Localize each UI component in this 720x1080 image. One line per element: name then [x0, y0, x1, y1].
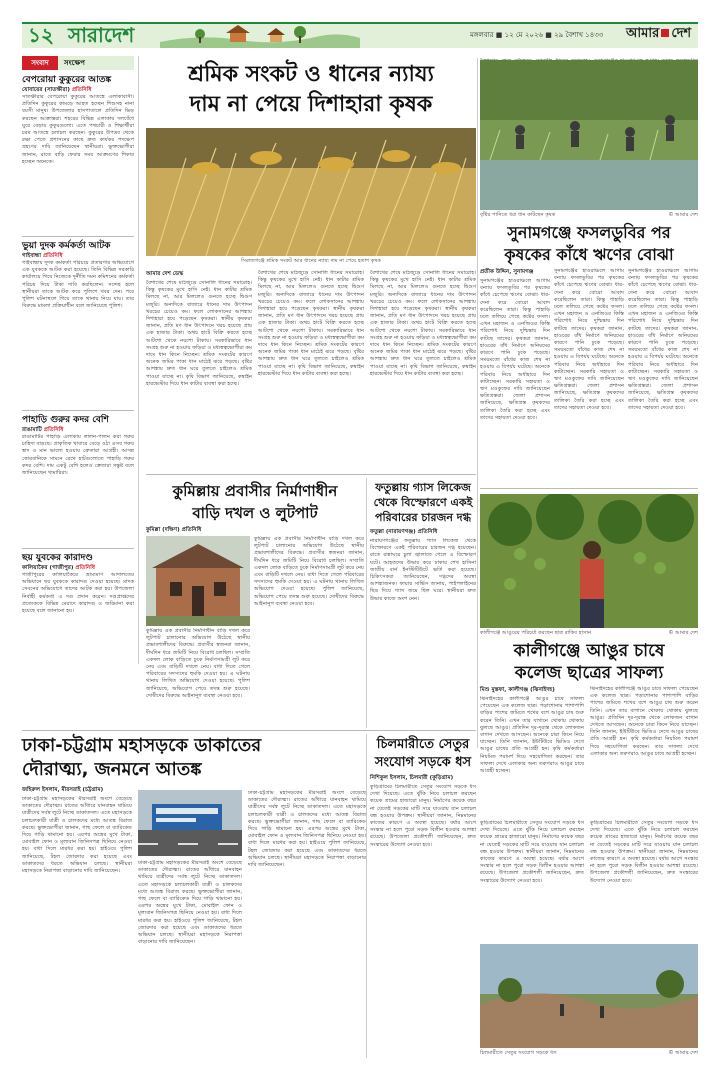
sidebar-header-left: সংবাদ — [22, 56, 58, 70]
sunamganj-photo — [480, 60, 698, 210]
kaliganj-headline — [480, 640, 698, 684]
lead-col-3: বৈশাখের শেষে মাঠজুড়ে সোনালি ধানের সমারোহ। কিন্তু কৃষকের মুখে হাসি নেই। ধান কাটার শ্রমিক মিলছে না, আর মিললেও গুনতে হচ্ছে দ্বিগুণ মজুরি। অন্যদিকে বাজারে ধানের দাম উৎপাদন খরচের চেয়েও কম। ফলে লোকসানের আশঙ্কায় দিশাহারা হয়ে পড়েছেন কৃষকরা। স্থানীয় কৃষকরা জানান, প্রতি মণ ধান উৎপাদনে খরচ হয়েছে প্রায় এক হাজার টাকা। অথচ হাটে বিক্রি করতে হচ্ছে আটশো থেকে নয়শো টাকায়। সরকারিভাবে ধান সংগ্রহ শুরু না হওয়ায় ফড়িয়া ও মধ্যস্বত্বভোগীরা কম দামে ধান কিনে নিচ্ছেন। শ্রমিক সংকটের কারণে অনেক জমির পাকা ধান মাঠেই ঝরে পড়ছে। বৃষ্টির আশঙ্কায় দ্রুত ধান ঘরে তুলতে চাইলেও শ্রমিক পাওয়া যাচ্ছে না। কৃষি বিভাগ জানিয়েছে, কম্বাইন হারভেস্টার দিয়ে ধান কাটার ব্যবস্থা করা হচ্ছে। — [370, 270, 476, 377]
brief-title: ভুয়া দুদক কর্মকর্তা আটক — [22, 241, 111, 251]
comilla-photo — [146, 536, 250, 626]
faridpur-headline — [370, 480, 476, 525]
sunamganj-caption-text: বৃষ্টির পানিতে ধরা ধান কাটছেন কৃষক — [480, 212, 556, 218]
chilmari-caption-text: চিলমারীতে সেতুর সংযোগ সড়কে ধস — [480, 1050, 557, 1056]
sidebar-header-right: সংক্ষেপ — [64, 59, 85, 67]
chilmari-caption — [480, 1050, 698, 1057]
sidebar-rule — [138, 56, 139, 664]
sunamganj-headline — [480, 222, 698, 266]
brief-item — [22, 74, 134, 234]
sunamganj-byline: প্রতীক উদ্দিন, সুনামগঞ্জ — [480, 269, 534, 275]
chilmari-photo-credit: © আমার দেশ — [668, 1050, 698, 1056]
kaliganj-headline-line1: কালীগঞ্জে আঙুর চাষে — [513, 641, 665, 661]
dhaka-col-2: ঢাকা-চট্টগ্রাম মহাসড়কের মীরসরাই অংশে বেড়েছে ডাকাতের দৌরাত্ম্য। রাতের আঁধারে যানবাহন থামিয়ে যাত্রীদের সর্বস্ব লুটে নিচ্ছে ডাকাতদল। এতে মহাসড়কে চলাচলকারী যাত্রী ও চালকদের মধ্যে আতঙ্ক বিরাজ করছে। ভুক্তভোগীরা জানান, গাছ ফেলে বা ব্যারিকেড দিয়ে গাড়ি থামানো হয়। এরপর অস্ত্রের মুখে টাকা, মোবাইল ফোন ও মূল্যবান জিনিসপত্র ছিনিয়ে নেওয়া হয়। বাধা দিলে মারধর করা হয়। হাইওয়ে পুলিশ জানিয়েছে, টহল জোরদার করা হয়েছে এবং ডাকাতদের ধরতে অভিযান চলছে। স্থানীয়রা মহাসড়কে নিরাপত্তা বাড়ানোর দাবি জানিয়েছেন। — [138, 860, 242, 946]
brief-dateline-place: যোবায়ের (সাতক্ষীরা) — [22, 87, 70, 93]
paper-name-part2: দেশ — [671, 26, 692, 41]
dhaka-headline — [22, 734, 366, 782]
faridpur-col-1: নারায়ণগঞ্জের ফতুল্লায় গ্যাস লিকেজ থেকে বিস্ফোরণে একই পরিবারের চারজন দগ্ধ হয়েছেন। রাতে রান্নাঘরে চুলা জ্বালাতে গেলে এ বিস্ফোরণ ঘটে। আহতদের উদ্ধার করে ঢাকার শেখ হাসিনা জাতীয় বার্ন ইনস্টিটিউটে ভর্তি করা হয়েছে। চিকিৎসকরা জানিয়েছেন, দগ্ধদের অবস্থা আশঙ্কাজনক। ফায়ার সার্ভিস জানায়, পাইপলাইনের ছিদ্র দিয়ে গ্যাস জমে ছিল ঘরে। স্থানীয়রা দ্রুত উদ্ধার কাজে অংশ নেন। — [370, 538, 476, 602]
lead-col-2: বৈশাখের শেষে মাঠজুড়ে সোনালি ধানের সমারোহ। কিন্তু কৃষকের মুখে হাসি নেই। ধান কাটার শ্রমিক মিলছে না, আর মিললেও গুনতে হচ্ছে দ্বিগুণ মজুরি। অন্যদিকে বাজারে ধানের দাম উৎপাদন খরচের চেয়েও কম। ফলে লোকসানের আশঙ্কায় দিশাহারা হয়ে পড়েছেন কৃষকরা। স্থানীয় কৃষকরা জানান, প্রতি মণ ধান উৎপাদনে খরচ হয়েছে প্রায় এক হাজার টাকা। অথচ হাটে বিক্রি করতে হচ্ছে আটশো থেকে নয়শো টাকায়। সরকারিভাবে ধান সংগ্রহ শুরু না হওয়ায় ফড়িয়া ও মধ্যস্বত্বভোগীরা কম দামে ধান কিনে নিচ্ছেন। শ্রমিক সংকটের কারণে অনেক জমির পাকা ধান মাঠেই ঝরে পড়ছে। বৃষ্টির আশঙ্কায় দ্রুত ধান ঘরে তুলতে চাইলেও শ্রমিক পাওয়া যাচ্ছে না। কৃষি বিভাগ জানিয়েছে, কম্বাইন হারভেস্টার দিয়ে ধান কাটার ব্যবস্থা করা হচ্ছে। — [258, 270, 364, 377]
sunamganj-col-2: সুনামগঞ্জের হাওরাঞ্চলে আগাম বন্যায় ফসলডুবির পর কৃষকের কাঁধে চেপেছে ঋণের বোঝা। ধার-দেনা করে বোরো আবাদ করেছিলেন তারা। কিন্তু পাহাড়ি ঢলে তলিয়ে গেছে কষ্টের ফসল। এখন মহাজন ও এনজিওর কিস্তি পরিশোধ নিয়ে দুশ্চিন্তায় দিন কাটছে তাদের। কৃষকরা জানান, হাওরের বাঁধ নির্মাণে অনিয়মের কারণে পানি ঢুকে পড়েছে। সময়মতো বাঁধের কাজ শেষ না হওয়ায় এ বিপর্যয় ঘটেছে। অনেকে পরিবার নিয়ে অর্ধাহারে দিন কাটাচ্ছেন। সরকারি সহায়তা ও ঋণ মওকুফের দাবি জানিয়েছেন ক্ষতিগ্রস্তরা। জেলা প্রশাসন জানিয়েছে, ক্ষতিগ্রস্ত কৃষকদের তালিকা তৈরি করা হচ্ছে এবং তাদের সহায়তা দেওয়া হবে। — [554, 268, 624, 411]
comilla-col-2: কুমিল্লায় এক প্রবাসীর নির্মাণাধীন বাড়ি দখল করে লুটপাট চালানোর অভিযোগ উঠেছে স্থানীয় প্রভাবশালীদের বিরুদ্ধে। প্রবাসীর স্বজনরা জানান, দীর্ঘদিন ধরে জমিটি নিয়ে বিরোধ চলছিল। সম্প্রতি একদল লোক বাড়িতে ঢুকে নির্মাণসামগ্রী লুট করে নেয় এবং বাড়িটি দখলে নেয়। বাধা দিতে গেলে পরিবারের সদস্যদের হুমকি দেওয়া হয়। এ ঘটনায় থানায় লিখিত অভিযোগ দেওয়া হয়েছে। পুলিশ জানিয়েছে, অভিযোগ পেয়ে তদন্ত শুরু হয়েছে। দোষীদের বিরুদ্ধে আইনানুগ ব্যবস্থা নেওয়া হবে। — [254, 536, 364, 607]
section-title: সারাদেশ — [68, 23, 135, 47]
brief-dateline — [22, 252, 134, 260]
lead-byline: আমার দেশ ডেস্ক — [146, 271, 184, 277]
brief-title: পাহাড়ি গুরুর কদর বেশি — [22, 415, 109, 425]
lead-headline-line2: দাম না পেয়ে দিশাহারা কৃষক — [189, 92, 433, 117]
chilmari-photo — [480, 944, 698, 1048]
kaliganj-col-1: ঝিনাইদহের কালীগঞ্জে আঙুর চাষে সাফল্য পেয়েছেন এক কলেজ ছাত্র। পড়াশোনার পাশাপাশি বাড়ির পাশের জমিতে শখের বশে আঙুর চাষ শুরু করেন তিনি। এখন তার বাগানে থোকায় থোকায় ঝুলছে আঙুর। প্রতিদিন দূর-দূরান্ত থেকে লোকজন বাগান দেখতে আসছেন। অনেকে চারা কিনে নিয়ে যাচ্ছেন। তিনি জানান, ইউটিউবে ভিডিও দেখে আঙুর চাষের প্রতি আগ্রহী হন। কৃষি কর্মকর্তারা নিয়মিত পরামর্শ দিয়ে সহযোগিতা করছেন। তার সাফল্য দেখে এলাকার অন্য তরুণরাও আঙুর চাষে আগ্রহী হচ্ছেন। — [480, 696, 584, 775]
sidebar — [22, 56, 134, 664]
column-rule — [477, 58, 478, 748]
kaliganj-byline: মিশু মুস্তফা, কালীগঞ্জ (ঝিনাইদহ) — [480, 687, 555, 693]
section-divider — [480, 488, 698, 489]
lead-headline-line1: শ্রমিক সংকট ও ধানের ন্যায্য — [188, 62, 434, 87]
brief-item — [22, 552, 134, 662]
paper-name — [626, 25, 691, 43]
brief-dateline-place: রাঙামাটি — [22, 427, 42, 433]
kaliganj-col-2: ঝিনাইদহের কালীগঞ্জে আঙুর চাষে সাফল্য পেয়েছেন এক কলেজ ছাত্র। পড়াশোনার পাশাপাশি বাড়ির পাশের জমিতে শখের বশে আঙুর চাষ শুরু করেন তিনি। এখন তার বাগানে থোকায় থোকায় ঝুলছে আঙুর। প্রতিদিন দূর-দূরান্ত থেকে লোকজন বাগান দেখতে আসছেন। অনেকে চারা কিনে নিয়ে যাচ্ছেন। তিনি জানান, ইউটিউবে ভিডিও দেখে আঙুর চাষের প্রতি আগ্রহী হন। কৃষি কর্মকর্তারা নিয়মিত পরামর্শ দিয়ে সহযোগিতা করছেন। তার সাফল্য দেখে এলাকার অন্য তরুণরাও আঙুর চাষে আগ্রহী হচ্ছেন। — [590, 686, 698, 757]
section-divider — [146, 474, 476, 475]
brief-dateline — [22, 426, 134, 434]
faridpur-headline-line2: থেকে বিস্ফোরণে একই — [373, 496, 473, 509]
dhaka-headline-line1: ঢাকা-চট্টগ্রাম মহাসড়কে ডাকাতের — [22, 735, 262, 756]
dhaka-headline-line2: দৌরাত্ম্য, জনমনে আতঙ্ক — [22, 759, 202, 780]
brief-dateline-place: কালিয়াকৈর (গাজীপুর) — [22, 565, 74, 571]
brief-byline: প্রতিনিধি — [71, 87, 92, 93]
comilla-col-1: কুমিল্লায় এক প্রবাসীর নির্মাণাধীন বাড়ি দখল করে লুটপাট চালানোর অভিযোগ উঠেছে স্থানীয় প্রভাবশালীদের বিরুদ্ধে। প্রবাসীর স্বজনরা জানান, দীর্ঘদিন ধরে জমিটি নিয়ে বিরোধ চলছিল। সম্প্রতি একদল লোক বাড়িতে ঢুকে নির্মাণসামগ্রী লুট করে নেয় এবং বাড়িটি দখলে নেয়। বাধা দিতে গেলে পরিবারের সদস্যদের হুমকি দেওয়া হয়। এ ঘটনায় থানায় লিখিত অভিযোগ দেওয়া হয়েছে। পুলিশ জানিয়েছে, অভিযোগ পেয়ে তদন্ত শুরু হয়েছে। দোষীদের বিরুদ্ধে আইনানুগ ব্যবস্থা নেওয়া হবে। — [146, 628, 250, 699]
dhaka-photo — [138, 790, 242, 856]
chilmari-headline — [370, 736, 476, 772]
sunamganj-caption — [480, 212, 698, 219]
sidebar-divider — [22, 548, 134, 549]
column-rule — [366, 734, 367, 1058]
brief-body: রাঙামাটির পাহাড়ি এলাকায় লালন-পালন করা গরুর চাহিদা বাড়ছে। প্রাকৃতিক খাবারে বেড়ে ওঠা এসব গরুর স্বাদ ও মান ভালো হওয়ায় ক্রেতারা আগ্রহী। আসন্ন কোরবানিকে সামনে রেখে হাটগুলোতে পাহাড়ি গরুর কদর বেশি। দাম একটু বেশি হলেও ক্রেতারা সন্তুষ্ট বলে জানিয়েছেন খামারিরা। — [22, 434, 134, 477]
chilmari-col-1: কুড়িগ্রামের চিলমারীতে সেতুর সংযোগ সড়কে ধস দেখা দিয়েছে। এতে ঝুঁকি নিয়ে চলাচল করছেন কয়েক গ্রামের হাজারো মানুষ। নির্মাণের কয়েক বছর না যেতেই সড়কের মাটি সরে যাওয়ায় যান চলাচল বন্ধ হওয়ার উপক্রম। স্থানীয়রা জানান, নিম্নমানের কাজের কারণে এ অবস্থা হয়েছে। বর্ষার আগে সংস্কার না হলে পুরো সড়ক বিলীন হওয়ার আশঙ্কা রয়েছে। উপজেলা প্রকৌশলী জানিয়েছেন, দ্রুত সংস্কারের উদ্যোগ নেওয়া হবে। — [370, 784, 476, 848]
kaliganj-photo — [480, 494, 698, 628]
sunamganj-col-1: সুনামগঞ্জের হাওরাঞ্চলে আগাম বন্যায় ফসলডুবির পর কৃষকের কাঁধে চেপেছে ঋণের বোঝা। ধার-দেনা করে বোরো আবাদ করেছিলেন তারা। কিন্তু পাহাড়ি ঢলে তলিয়ে গেছে কষ্টের ফসল। এখন মহাজন ও এনজিওর কিস্তি পরিশোধ নিয়ে দুশ্চিন্তায় দিন কাটছে তাদের। কৃষকরা জানান, হাওরের বাঁধ নির্মাণে অনিয়মের কারণে পানি ঢুকে পড়েছে। সময়মতো বাঁধের কাজ শেষ না হওয়ায় এ বিপর্যয় ঘটেছে। অনেকে পরিবার নিয়ে অর্ধাহারে দিন কাটাচ্ছেন। সরকারি সহায়তা ও ঋণ মওকুফের দাবি জানিয়েছেন ক্ষতিগ্রস্তরা। জেলা প্রশাসন জানিয়েছে, ক্ষতিগ্রস্ত কৃষকদের তালিকা তৈরি করা হচ্ছে এবং তাদের সহায়তা দেওয়া হবে। — [480, 278, 550, 421]
faridpur-byline: ফতুল্লা (নারায়ণগঞ্জ) প্রতিনিধি — [370, 529, 438, 535]
paper-name-part1: আমার — [626, 26, 660, 41]
brief-byline: প্রতিনিধি — [43, 427, 64, 433]
chilmari-col-2: কুড়িগ্রামের চিলমারীতে সেতুর সংযোগ সড়কে ধস দেখা দিয়েছে। এতে ঝুঁকি নিয়ে চলাচল করছেন কয়েক গ্রামের হাজারো মানুষ। নির্মাণের কয়েক বছর না যেতেই সড়কের মাটি সরে যাওয়ায় যান চলাচল বন্ধ হওয়ার উপক্রম। স্থানীয়রা জানান, নিম্নমানের কাজের কারণে এ অবস্থা হয়েছে। বর্ষার আগে সংস্কার না হলে পুরো সড়ক বিলীন হওয়ার আশঙ্কা রয়েছে। উপজেলা প্রকৌশলী জানিয়েছেন, দ্রুত সংস্কারের উদ্যোগ নেওয়া হবে। — [480, 820, 584, 884]
lead-photo-caption: সিরাজগঞ্জে শ্রমিক সংকট আর ধানের ন্যায্য দাম না পেয়ে হতাশ কৃষক — [241, 258, 381, 264]
brief-item — [22, 414, 134, 546]
dhaka-col-3: ঢাকা-চট্টগ্রাম মহাসড়কের মীরসরাই অংশে বেড়েছে ডাকাতের দৌরাত্ম্য। রাতের আঁধারে যানবাহন থামিয়ে যাত্রীদের সর্বস্ব লুটে নিচ্ছে ডাকাতদল। এতে মহাসড়কে চলাচলকারী যাত্রী ও চালকদের মধ্যে আতঙ্ক বিরাজ করছে। ভুক্তভোগীরা জানান, গাছ ফেলে বা ব্যারিকেড দিয়ে গাড়ি থামানো হয়। এরপর অস্ত্রের মুখে টাকা, মোবাইল ফোন ও মূল্যবান জিনিসপত্র ছিনিয়ে নেওয়া হয়। বাধা দিলে মারধর করা হয়। হাইওয়ে পুলিশ জানিয়েছে, টহল জোরদার করা হয়েছে এবং ডাকাতদের ধরতে অভিযান চলছে। স্থানীয়রা মহাসড়কে নিরাপত্তা বাড়ানোর দাবি জানিয়েছেন। — [248, 790, 366, 869]
kaliganj-caption — [480, 630, 698, 637]
dhaka-byline: জহিরুল ইসলাম, মীরসরাই (চট্টগ্রাম) — [22, 787, 104, 793]
brief-dateline — [22, 86, 134, 94]
brief-byline: প্রতিনিধি — [42, 253, 63, 259]
comilla-headline-line1: কুমিল্লায় প্রবাসীর নির্মাণাধীন — [172, 482, 338, 500]
sidebar-divider — [22, 410, 134, 411]
comilla-headline — [146, 480, 364, 524]
brief-dateline-place: গাইবান্ধা — [22, 253, 41, 259]
column-rule — [366, 478, 367, 728]
chilmari-col-3: কুড়িগ্রামের চিলমারীতে সেতুর সংযোগ সড়কে ধস দেখা দিয়েছে। এতে ঝুঁকি নিয়ে চলাচল করছেন কয়েক গ্রামের হাজারো মানুষ। নির্মাণের কয়েক বছর না যেতেই সড়কের মাটি সরে যাওয়ায় যান চলাচল বন্ধ হওয়ার উপক্রম। স্থানীয়রা জানান, নিম্নমানের কাজের কারণে এ অবস্থা হয়েছে। বর্ষার আগে সংস্কার না হলে পুরো সড়ক বিলীন হওয়ার আশঙ্কা রয়েছে। উপজেলা প্রকৌশলী জানিয়েছেন, দ্রুত সংস্কারের উদ্যোগ নেওয়া হবে। — [590, 820, 698, 884]
lead-col-1: বৈশাখের শেষে মাঠজুড়ে সোনালি ধানের সমারোহ। কিন্তু কৃষকের মুখে হাসি নেই। ধান কাটার শ্রমিক মিলছে না, আর মিললেও গুনতে হচ্ছে দ্বিগুণ মজুরি। অন্যদিকে বাজারে ধানের দাম উৎপাদন খরচের চেয়েও কম। ফলে লোকসানের আশঙ্কায় দিশাহারা হয়ে পড়েছেন কৃষকরা। স্থানীয় কৃষকরা জানান, প্রতি মণ ধান উৎপাদনে খরচ হয়েছে প্রায় এক হাজার টাকা। অথচ হাটে বিক্রি করতে হচ্ছে আটশো থেকে নয়শো টাকায়। সরকারিভাবে ধান সংগ্রহ শুরু না হওয়ায় ফড়িয়া ও মধ্যস্বত্বভোগীরা কম দামে ধান কিনে নিচ্ছেন। শ্রমিক সংকটের কারণে অনেক জমির পাকা ধান মাঠেই ঝরে পড়ছে। বৃষ্টির আশঙ্কায় দ্রুত ধান ঘরে তুলতে চাইলেও শ্রমিক পাওয়া যাচ্ছে না। কৃষি বিভাগ জানিয়েছে, কম্বাইন হারভেস্টার দিয়ে ধান কাটার ব্যবস্থা করা হচ্ছে। — [146, 280, 252, 387]
lead-headline — [146, 60, 476, 120]
lead-photo — [146, 128, 476, 256]
comilla-headline-line2: বাড়ি দখল ও লুটপাট — [192, 504, 318, 522]
faridpur-headline-line1: ফতুল্লায় গ্যাস লিকেজ — [375, 481, 471, 494]
faridpur-headline-line3: পরিবারের চারজন দগ্ধ — [375, 511, 471, 524]
comilla-byline: কুমিল্লা (দক্ষিণ) প্রতিনিধি — [146, 527, 202, 533]
brief-title: বেপরোয়া কুকুরের আতঙ্ক — [22, 75, 112, 85]
brief-body: সাতক্ষীরার বেপরোয়া কুকুরের আতঙ্কে এলাকাবাসী। প্রতিদিন কুকুরের কামড়ে আহত হচ্ছেন শিশুসহ নানা বয়সী মানুষ। উপজেলার হাসপাতালে প্রতিদিন ভিড় করছেন আক্রান্তরা। শহরের বিভিন্ন এলাকায় দলবেঁধে ঘুরে বেড়ায় কুকুরগুলো। এতে পথচারী ও শিক্ষার্থীরা চরম আতঙ্কে চলাচল করছেন। কুকুরের উপদ্রব থেকে রক্ষা পেতে প্রশাসনের কাছে দ্রুত কার্যকর পদক্ষেপ গ্রহণের দাবি জানিয়েছেন স্থানীয়রা। ভুক্তভোগীরা জানান, রাতে বাড়ি ফেরার সময় আক্রমণের শিকার হচ্ছেন অনেকে। — [22, 94, 134, 165]
sunamganj-col-3: সুনামগঞ্জের হাওরাঞ্চলে আগাম বন্যায় ফসলডুবির পর কৃষকের কাঁধে চেপেছে ঋণের বোঝা। ধার-দেনা করে বোরো আবাদ করেছিলেন তারা। কিন্তু পাহাড়ি ঢলে তলিয়ে গেছে কষ্টের ফসল। এখন মহাজন ও এনজিওর কিস্তি পরিশোধ নিয়ে দুশ্চিন্তায় দিন কাটছে তাদের। কৃষকরা জানান, হাওরের বাঁধ নির্মাণে অনিয়মের কারণে পানি ঢুকে পড়েছে। সময়মতো বাঁধের কাজ শেষ না হওয়ায় এ বিপর্যয় ঘটেছে। অনেকে পরিবার নিয়ে অর্ধাহারে দিন কাটাচ্ছেন। সরকারি সহায়তা ও ঋণ মওকুফের দাবি জানিয়েছেন ক্ষতিগ্রস্তরা। জেলা প্রশাসন জানিয়েছে, ক্ষতিগ্রস্ত কৃষকদের তালিকা তৈরি করা হচ্ছে এবং তাদের সহায়তা দেওয়া হবে। — [628, 268, 698, 411]
sunamganj-photo-credit: © আমার দেশ — [668, 212, 698, 218]
kaliganj-headline-line2: কলেজ ছাত্রের সাফল্য — [514, 663, 664, 683]
issue-date: মঙ্গলবার ■ ১২ মে ২০২৬ ■ ২৯ বৈশাখ ১৪৩৩ — [470, 31, 604, 39]
paper-logo-square — [661, 29, 669, 37]
brief-body: গাইবান্ধায় দুদক কর্মকর্তা পরিচয়ে প্রতারণার অভিযোগে এক যুবককে আটক করা হয়েছে। তিনি বিভিন্ন সরকারি কার্যালয়ে গিয়ে নিজেকে দুর্নীতি দমন কমিশনের কর্মকর্তা পরিচয় দিয়ে টাকা দাবি করছিলেন। সন্দেহ হলে স্থানীয়রা তাকে আটক করে পুলিশে খবর দেন। পরে পুলিশ ঘটনাস্থলে গিয়ে তাকে থানায় নিয়ে যায়। তার বিরুদ্ধে মামলা প্রক্রিয়াধীন বলে জানিয়েছে পুলিশ। — [22, 260, 134, 310]
sidebar-divider — [22, 236, 134, 237]
chilmari-byline: নিশিকুল ইসলাম, চিলমারী (কুড়িগ্রাম) — [370, 775, 454, 781]
page-number: ১২ — [28, 23, 54, 47]
section-divider — [22, 730, 476, 731]
brief-item — [22, 240, 134, 408]
sunamganj-headline-line1: সুনামগঞ্জে ফসলডুবির পর — [507, 223, 671, 242]
kaliganj-caption-text: কালীগঞ্জে আঙুরের পরিচর্যা করছেন ছাত্র রাকিব হাসান — [480, 630, 591, 636]
kaliganj-photo-credit: © আমার দেশ — [668, 630, 698, 636]
dhaka-col-1: ঢাকা-চট্টগ্রাম মহাসড়কের মীরসরাই অংশে বেড়েছে ডাকাতের দৌরাত্ম্য। রাতের আঁধারে যানবাহন থামিয়ে যাত্রীদের সর্বস্ব লুটে নিচ্ছে ডাকাতদল। এতে মহাসড়কে চলাচলকারী যাত্রী ও চালকদের মধ্যে আতঙ্ক বিরাজ করছে। ভুক্তভোগীরা জানান, গাছ ফেলে বা ব্যারিকেড দিয়ে গাড়ি থামানো হয়। এরপর অস্ত্রের মুখে টাকা, মোবাইল ফোন ও মূল্যবান জিনিসপত্র ছিনিয়ে নেওয়া হয়। বাধা দিলে মারধর করা হয়। হাইওয়ে পুলিশ জানিয়েছে, টহল জোরদার করা হয়েছে এবং ডাকাতদের ধরতে অভিযান চলছে। স্থানীয়রা মহাসড়কে নিরাপত্তা বাড়ানোর দাবি জানিয়েছেন। — [22, 796, 132, 875]
brief-dateline — [22, 564, 134, 572]
sunamganj-headline-line2: কৃষকের কাঁধে ঋণের বোঝা — [504, 245, 674, 264]
chilmari-headline-line2: সংযোগ সড়কে ধস — [374, 755, 472, 770]
brief-byline: প্রতিনিধি — [75, 565, 95, 571]
brief-body: গাজীপুরের কালিয়াকৈরে ভ্রাম্যমাণ আদালতের অভিযানে ছয় যুবককে কারাদণ্ড দেওয়া হয়েছে। মাদক সেবনের অভিযোগে তাদের আটক করা হয়। উপজেলা নির্বাহী কর্মকর্তা এ দণ্ড প্রদান করেন। দণ্ডপ্রাপ্তদের প্রত্যেককে বিভিন্ন মেয়াদে কারাদণ্ড ও জরিমানা করা হয়েছে বলে জানানো হয়। — [22, 572, 134, 615]
village-illustration — [160, 24, 360, 48]
chilmari-headline-line1: চিলমারীতে সেতুর — [376, 737, 470, 752]
sidebar-header — [22, 56, 134, 70]
brief-title: ছয় যুবকের কারাদণ্ড — [22, 553, 93, 563]
